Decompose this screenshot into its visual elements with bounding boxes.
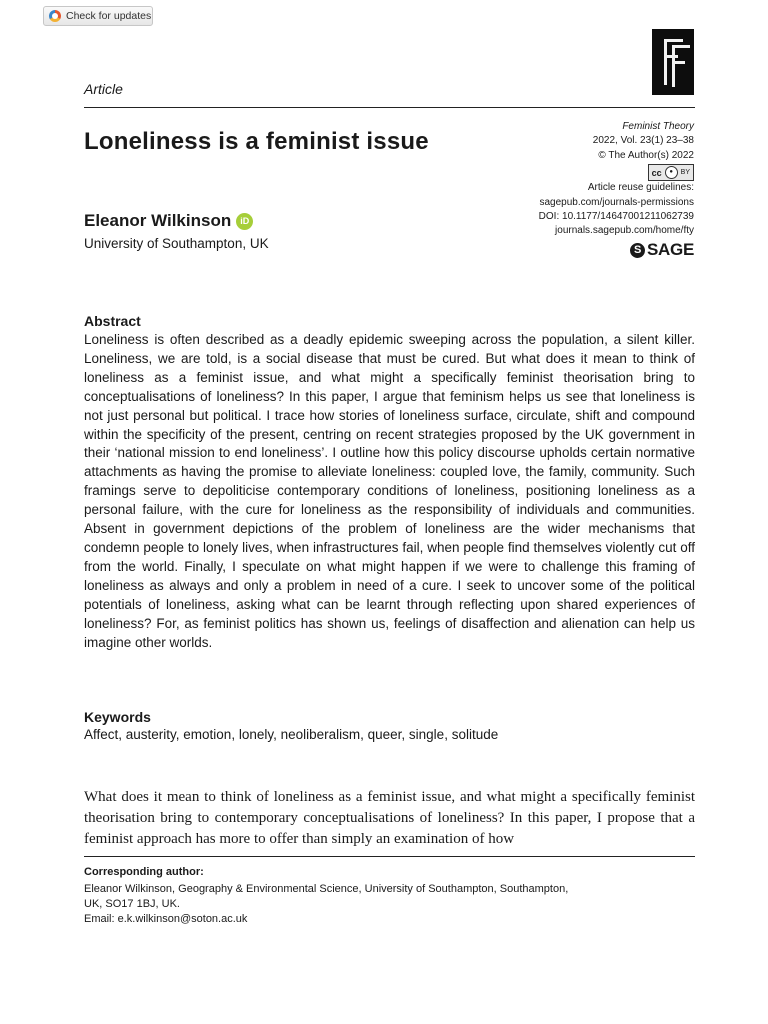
cc-by-license-icon[interactable] xyxy=(648,164,694,181)
doi[interactable]: DOI: 10.1177/14647001211062739 xyxy=(538,211,694,223)
keywords-heading: Keywords xyxy=(84,709,151,725)
sage-mark-icon: S xyxy=(630,243,645,258)
keywords-text: Affect, austerity, emotion, lonely, neoliberalism, queer, single, solitude xyxy=(84,727,499,742)
citation: 2022, Vol. 23(1) 23–38 xyxy=(592,135,694,147)
by-label: BY xyxy=(680,168,690,176)
abstract-text: Loneliness is often described as a deadly epidemic sweeping across the population, a silent killer. Loneliness, we are told, is a social disease that must be cured. But what does it mean to think of loneliness as a feminist issue, and what might a specifically feminist theorisation bring to conceptualisations of loneliness? In this paper, I argue that feminism helps us see that loneliness is not just personal but political. I trace how stories of loneliness surface, circulate, shift and compound within the specificity of the present, centring on recent strategies proposed by the UK government in their ‘national mission to end loneliness’. I outline how this policy discourse upholds certain normative attachments as having the promise to alleviate loneliness: coupled love, the family, community. Such framings serve to depoliticise contemporary conditions of loneliness, positioning loneliness as a personal failure, with the cure for loneliness as the responsibility of individuals and communities. Absent in government depictions of the problem of loneliness are the wider mechanisms that condemn people to lonely lives, when infrastructures fail, when people find themselves violently cut off from the world. Finally, I speculate on what might happen if we were to challenge this framing of loneliness as always and only a problem in need of a cure. I seek to uncover some of the political potentials of loneliness, asking what can be learnt through reflecting upon shared experiences of loneliness? For, as feminist politics has shown us, feelings of disaffection and alienation can help us imagine other worlds. xyxy=(84,332,695,650)
by-person-icon: ● xyxy=(665,166,678,179)
author-line xyxy=(84,211,253,231)
reuse-label: Article reuse guidelines: xyxy=(587,182,694,194)
check-for-updates-label: Check for updates xyxy=(66,10,152,22)
footnote-divider xyxy=(84,856,695,857)
author-name[interactable]: Eleanor Wilkinson xyxy=(84,211,232,230)
orcid-icon[interactable]: iD xyxy=(236,213,253,230)
body-paragraph: What does it mean to think of loneliness as a feminist issue, and what might a specifically feminist theorisation bring to contemporary conceptualisations of loneliness? In this paper, I propose that a feminist approach has more to offer than simply an examination of how xyxy=(84,789,695,847)
cc-label: cc xyxy=(651,167,662,178)
author-email[interactable]: Email: e.k.wilkinson@soton.ac.uk xyxy=(84,913,248,925)
corresponding-author-heading: Corresponding author: xyxy=(84,866,204,878)
abstract-heading: Abstract xyxy=(84,313,141,329)
article-type-label: Article xyxy=(84,81,123,97)
journal-link[interactable]: journals.sagepub.com/home/fty xyxy=(555,225,694,237)
reuse-link[interactable]: sagepub.com/journals-permissions xyxy=(539,196,694,208)
article-title: Loneliness is a feminist issue xyxy=(84,128,429,155)
crossmark-icon xyxy=(49,10,61,22)
journal-name: Feminist Theory xyxy=(622,121,694,132)
address-line-1: Eleanor Wilkinson, Geography & Environmental Science, University of Southampton, Southampton, xyxy=(84,883,569,895)
copyright: © The Author(s) 2022 xyxy=(598,149,694,161)
check-for-updates-button[interactable] xyxy=(43,6,153,26)
publisher-logo xyxy=(630,240,694,260)
corresponding-author-details xyxy=(84,882,664,927)
address-line-2: UK, SO17 1BJ, UK. xyxy=(84,898,180,910)
publication-meta xyxy=(539,120,694,239)
publisher-name: SAGE xyxy=(647,240,694,259)
journal-logo xyxy=(652,29,694,95)
author-affiliation: University of Southampton, UK xyxy=(84,236,269,251)
header-divider xyxy=(84,107,695,108)
